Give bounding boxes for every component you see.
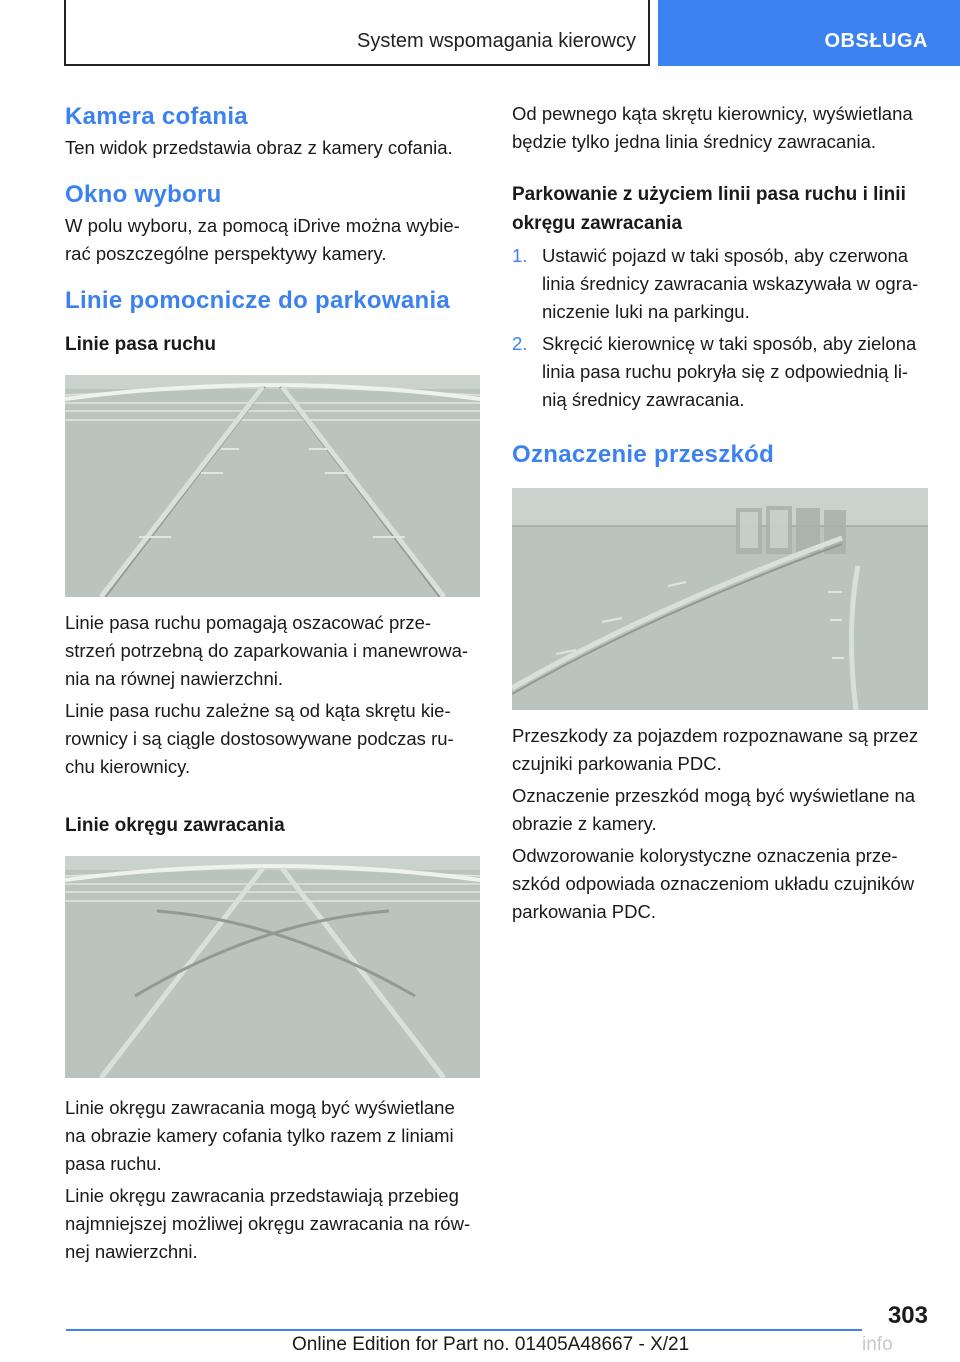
lane-lines-image: [65, 375, 480, 597]
przeszkod-paragraph-2: Oznaczenie przeszkód mogą być wyświetlane na obrazie z kamery.: [512, 785, 916, 834]
przeszkod-paragraph-3: Odwzorowanie kolorystyczne oznaczenia prze‐ szkód odpowiada oznaczeniom układu czujników parkowania PDC.: [512, 845, 915, 922]
right-column: [512, 100, 928, 926]
intro-paragraph: Od pewnego kąta skrętu kierownicy, wyświetlana będzie tylko jedna linia średnicy zawracania.: [512, 103, 913, 152]
step-number: 1.: [512, 245, 528, 266]
steps-list: [512, 242, 928, 414]
step-text: Skręcić kierownicę w taki sposób, aby zielona linia pasa ruchu pokryła się z odpowiednią li‐ nią średnicy zawracania.: [542, 333, 917, 410]
pasa-paragraph-2: Linie pasa ruchu zależne są od kąta skrętu kie‐ rownicy i są ciągle dostosowywane podczas ru‐ chu kierownicy.: [65, 700, 454, 777]
section-tab: [658, 0, 960, 66]
edition-text: Online Edition for Part no. 01405A48667 - X/21: [292, 1334, 690, 1355]
kamera-text: Ten widok przedstawia obraz z kamery cofania.: [65, 137, 453, 158]
heading-okno-wyboru: Okno wyboru: [65, 181, 222, 208]
obstacle-marking-image: [512, 488, 928, 710]
step-number: 2.: [512, 333, 528, 354]
subheading-linie-okregu: Linie okręgu zawracania: [65, 815, 285, 836]
step-item: [512, 330, 928, 414]
section-tab-label: OBSŁUGA: [824, 30, 928, 52]
chapter-title: System wspomagania kierowcy: [357, 30, 636, 52]
subheading-parkowanie: Parkowanie z użyciem linii pasa ruchu i linii okręgu zawracania: [512, 184, 906, 234]
header-frame: [64, 0, 650, 66]
pasa-paragraph-1: Linie pasa ruchu pomagają oszacować prze‐ strzeń potrzebną do zaparkowania i manewrowa‐ nia na równej nawierzchni.: [65, 612, 469, 689]
heading-linie-pomocnicze: Linie pomocnicze do parkowania: [65, 287, 451, 314]
step-text: Ustawić pojazd w taki sposób, aby czerwona linia średnicy zawracania wskazywała w ogra‐ niczenie luki na parkingu.: [542, 245, 919, 322]
footer-divider: [66, 1329, 862, 1331]
brand-watermark: info: [862, 1334, 893, 1355]
okno-text: W polu wyboru, za pomocą iDrive można wybie‐ rać poszczególne perspektywy kamery.: [65, 215, 460, 264]
okregu-paragraph-2: Linie okręgu zawracania przedstawiają przebieg najmniejszej możliwej okręgu zawracania na rów‐ nej nawierzchni.: [65, 1185, 471, 1262]
subheading-linie-pasa-ruchu: Linie pasa ruchu: [65, 334, 216, 355]
left-column: [65, 100, 480, 1266]
przeszkod-paragraph-1: Przeszkody za pojazdem rozpoznawane są przez czujniki parkowania PDC.: [512, 725, 919, 774]
page-number: 303: [887, 1302, 928, 1329]
step-item: [512, 242, 928, 326]
heading-kamera-cofania: Kamera cofania: [65, 103, 248, 130]
heading-oznaczenie-przeszkod: Oznaczenie przeszkód: [512, 441, 775, 468]
okregu-paragraph-1: Linie okręgu zawracania mogą być wyświetlane na obrazie kamery cofania tylko razem z liniami pasa ruchu.: [65, 1097, 455, 1174]
turning-circle-image: [65, 856, 480, 1078]
